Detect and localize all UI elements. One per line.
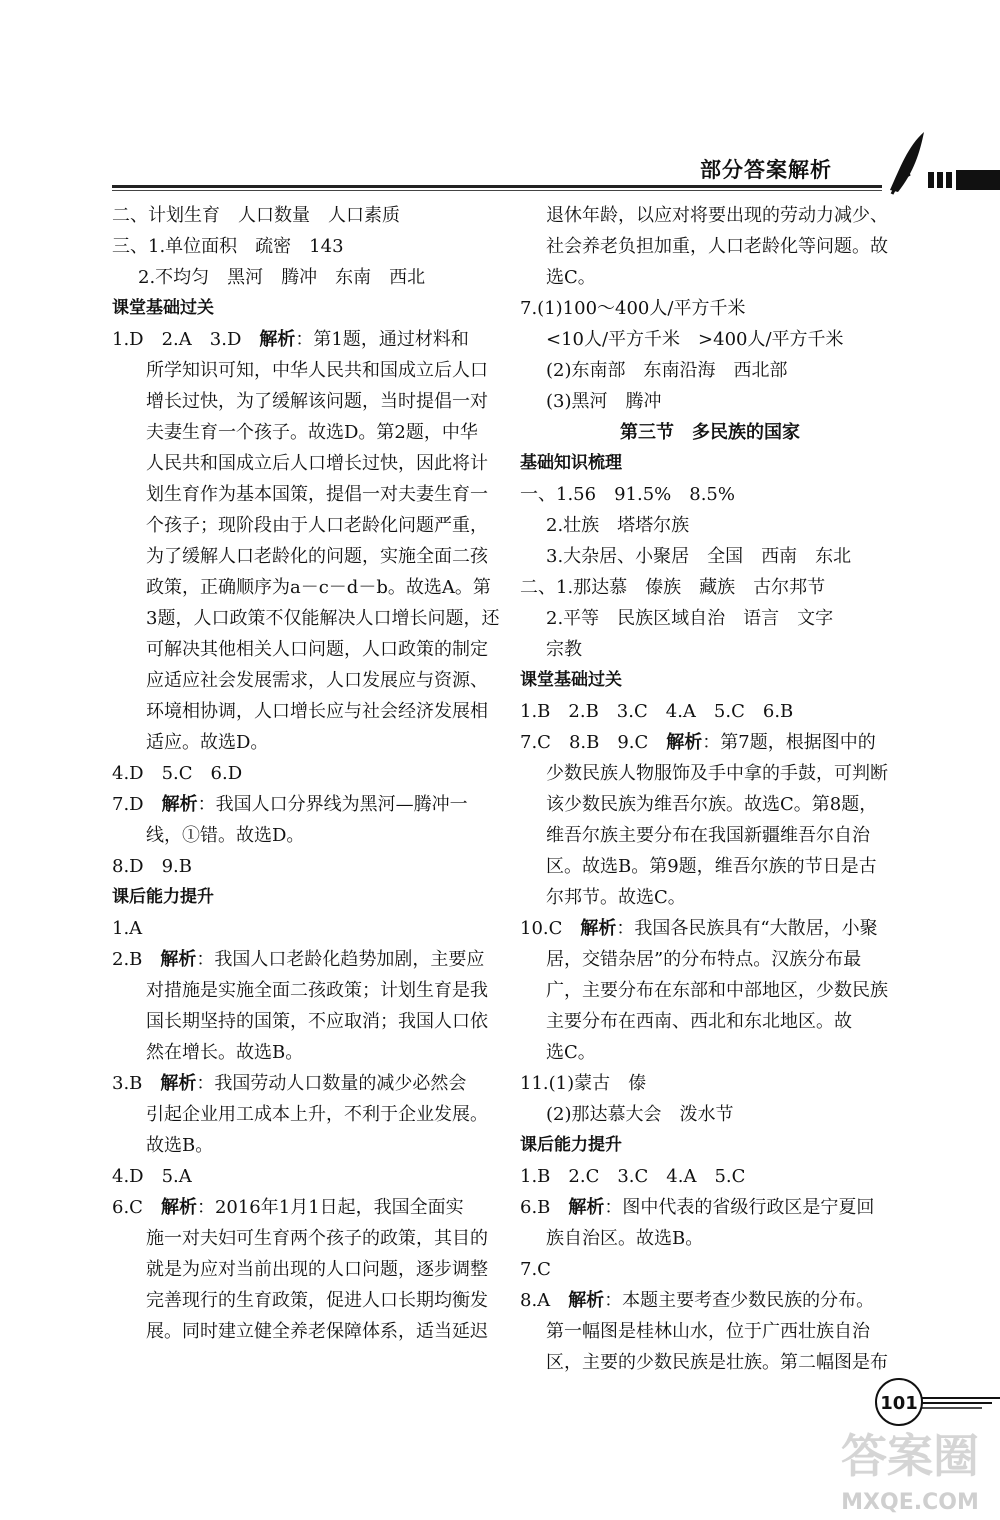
text-segment: 然在增长。故选B。 — [146, 1042, 304, 1063]
page-number: 101 — [875, 1378, 923, 1426]
text-segment: 4.D 5.A — [112, 1166, 192, 1187]
watermark-text: MXQE.COM — [841, 1490, 979, 1515]
text-segment: 划生育作为基本国策，提倡一对夫妻生育一 — [146, 484, 488, 505]
text-line — [112, 510, 500, 541]
text-segment: 6.C — [112, 1197, 161, 1218]
text-line — [520, 758, 900, 789]
text-line — [112, 448, 500, 479]
analysis-label: 解析 — [568, 1197, 605, 1218]
text-line — [112, 758, 500, 789]
page-header — [0, 0, 1000, 200]
text-line — [520, 1161, 900, 1192]
text-segment: 课堂基础过关 — [520, 670, 622, 690]
text-line — [112, 324, 500, 355]
text-segment: 可解决其他相关人口问题，人口政策的制定 — [146, 639, 488, 660]
text-line — [520, 1037, 900, 1068]
text-segment: 所学知识可知，中华人民共和国成立后人口 — [146, 360, 488, 381]
text-segment: 应适应社会发展需求，人口发展应与资源、 — [146, 670, 488, 691]
analysis-label: 解析 — [666, 732, 703, 753]
text-segment: 第三节 多民族的国家 — [620, 422, 800, 443]
text-segment: 4.D 5.C 6.D — [112, 763, 243, 784]
text-line — [112, 1006, 500, 1037]
text-segment: 该少数民族为维吾尔族。故选C。第8题， — [546, 794, 878, 815]
text-segment: 区。故选B。第9题，维吾尔族的节日是古 — [546, 856, 877, 877]
text-segment: 增长过快，为了缓解该问题，当时提倡一对 — [146, 391, 488, 412]
text-segment: 故选B。 — [146, 1135, 214, 1156]
left-column — [112, 200, 500, 1347]
text-segment: ：第7题，根据图中的 — [702, 732, 876, 753]
text-segment: 6.B — [520, 1197, 569, 1218]
text-segment: 个孩子；现阶段由于人口老龄化问题严重， — [146, 515, 488, 536]
section-heading — [520, 1130, 900, 1161]
text-line — [520, 386, 900, 417]
text-segment: (2)那达慕大会 泼水节 — [546, 1104, 734, 1125]
text-segment: 基础知识梳理 — [520, 453, 622, 473]
text-segment: 引起企业用工成本上升，不利于企业发展。 — [146, 1104, 488, 1125]
analysis-label: 解析 — [580, 918, 617, 939]
text-line — [112, 1223, 500, 1254]
text-line — [520, 1192, 900, 1223]
text-line — [112, 262, 500, 293]
text-line — [520, 572, 900, 603]
text-line — [520, 603, 900, 634]
text-line — [112, 1254, 500, 1285]
svg-text:答案圈: 答案圈 — [841, 1429, 979, 1483]
text-line — [112, 975, 500, 1006]
text-line — [520, 1316, 900, 1347]
text-line — [520, 1006, 900, 1037]
text-segment: 人民共和国成立后人口增长过快，因此将计 — [146, 453, 488, 474]
text-segment: 区，主要的少数民族是壮族。第二幅图是布 — [546, 1352, 888, 1373]
text-line — [112, 665, 500, 696]
text-segment: ：我国人口老龄化趋势加剧，主要应 — [196, 949, 485, 970]
text-line — [112, 1316, 500, 1347]
analysis-label: 解析 — [568, 1290, 605, 1311]
text-segment: 少数民族人物服饰及手中拿的手鼓，可判断 — [546, 763, 888, 784]
text-segment: 二、计划生育 人口数量 人口素质 — [112, 205, 400, 226]
text-segment: 施一对夫妇可生育两个孩子的政策，其目的 — [146, 1228, 488, 1249]
text-segment: 选C。 — [546, 1042, 596, 1063]
text-segment: 族自治区。故选B。 — [546, 1228, 704, 1249]
text-segment: (3)黑河 腾冲 — [546, 391, 662, 412]
text-segment: 环境相协调，人口增长应与社会经济发展相 — [146, 701, 488, 722]
text-segment: 社会养老负担加重，人口老龄化等问题。故 — [546, 236, 888, 257]
text-segment: 适应。故选D。 — [146, 732, 269, 753]
text-line — [112, 1099, 500, 1130]
text-segment: 8.D 9.B — [112, 856, 193, 877]
text-segment: 对措施是实施全面二孩政策；计划生育是我 — [146, 980, 488, 1001]
text-line — [520, 820, 900, 851]
text-segment: 2.平等 民族区域自治 语言 文字 — [546, 608, 834, 629]
text-segment: 11.(1)蒙古 傣 — [520, 1073, 647, 1094]
text-segment: 主要分布在西南、西北和东北地区。故 — [546, 1011, 852, 1032]
right-column — [520, 200, 900, 1378]
text-segment: 选C。 — [546, 267, 596, 288]
text-segment: ：本题主要考查少数民族的分布。 — [604, 1290, 875, 1311]
text-line — [520, 882, 900, 913]
text-line — [112, 727, 500, 758]
text-line — [520, 1099, 900, 1130]
text-line — [112, 479, 500, 510]
text-segment: 就是为应对当前出现的人口问题，逐步调整 — [146, 1259, 488, 1280]
analysis-label: 解析 — [259, 329, 296, 350]
page-number-arrow-icon — [922, 1388, 1000, 1416]
text-segment: 7.C 8.B 9.C — [520, 732, 667, 753]
text-line — [520, 696, 900, 727]
text-segment: 三、1.单位面积 疏密 143 — [112, 236, 344, 257]
text-segment: 3.大杂居、小聚居 全国 西南 东北 — [546, 546, 852, 567]
analysis-label: 解析 — [160, 1073, 197, 1094]
text-line — [520, 1068, 900, 1099]
text-line — [112, 820, 500, 851]
text-line — [112, 200, 500, 231]
text-segment: (2)东南部 东南沿海 西北部 — [546, 360, 788, 381]
watermark — [820, 1420, 1000, 1520]
text-line — [520, 851, 900, 882]
text-line — [112, 851, 500, 882]
text-line — [112, 386, 500, 417]
text-segment: 7.(1)100～400人/平方千米 — [520, 298, 746, 319]
text-line — [112, 541, 500, 572]
text-line — [112, 944, 500, 975]
text-line — [112, 1192, 500, 1223]
text-segment: 课后能力提升 — [112, 887, 214, 907]
text-line — [112, 1037, 500, 1068]
text-segment: 3.B — [112, 1073, 161, 1094]
text-line — [520, 789, 900, 820]
text-segment: 退休年龄，以应对将要出现的劳动力减少、 — [546, 205, 888, 226]
section-heading — [112, 882, 500, 913]
text-segment: 维吾尔族主要分布在我国新疆维吾尔自治 — [546, 825, 870, 846]
text-segment: 2.B — [112, 949, 161, 970]
text-segment: ：图中代表的省级行政区是宁夏回 — [604, 1197, 875, 1218]
text-line — [112, 913, 500, 944]
text-line — [520, 262, 900, 293]
analysis-label: 解析 — [161, 794, 198, 815]
text-line — [520, 355, 900, 386]
text-line — [112, 1068, 500, 1099]
text-line — [112, 696, 500, 727]
text-segment: 课后能力提升 — [520, 1135, 622, 1155]
text-line — [520, 1285, 900, 1316]
chapter-heading — [520, 417, 900, 448]
text-line — [520, 293, 900, 324]
text-line — [520, 541, 900, 572]
text-line — [112, 355, 500, 386]
text-segment: 居，交错杂居”的分布特点。汉族分布最 — [546, 949, 862, 970]
text-line — [520, 231, 900, 262]
text-segment: 3题，人口政策不仅能解决人口增长问题，还 — [146, 608, 500, 629]
text-line — [520, 975, 900, 1006]
text-segment: 线，①错。故选D。 — [146, 825, 305, 846]
analysis-label: 解析 — [160, 949, 197, 970]
section-heading — [520, 448, 900, 479]
text-segment: 宗教 — [546, 639, 582, 660]
text-segment: 课堂基础过关 — [112, 298, 214, 318]
header-rule — [112, 185, 882, 188]
section-heading — [520, 665, 900, 696]
text-segment: <10人/平方千米 >400人/平方千米 — [546, 329, 844, 350]
text-segment: 1.B 2.C 3.C 4.A 5.C — [520, 1166, 746, 1187]
text-line — [112, 1130, 500, 1161]
text-segment: 1.A — [112, 918, 143, 939]
quill-pen-icon — [880, 128, 1000, 198]
text-segment: 1.D 2.A 3.D — [112, 329, 260, 350]
text-line — [520, 727, 900, 758]
text-line — [520, 1223, 900, 1254]
text-segment: 国长期坚持的国策，不应取消；我国人口依 — [146, 1011, 488, 1032]
text-line — [520, 479, 900, 510]
text-segment: 政策，正确顺序为a－c－d－b。故选A。第 — [146, 577, 491, 598]
text-segment: 二、1.那达慕 傣族 藏族 古尔邦节 — [520, 577, 826, 598]
text-line — [520, 1254, 900, 1285]
text-line — [112, 417, 500, 448]
text-line — [112, 1161, 500, 1192]
text-segment: ：第1题，通过材料和 — [295, 329, 469, 350]
text-segment: ：2016年1月1日起，我国全面实 — [196, 1197, 464, 1218]
watermark-logo-icon — [820, 1420, 1000, 1490]
text-line — [112, 634, 500, 665]
text-segment: 第一幅图是桂林山水，位于广西壮族自治 — [546, 1321, 870, 1342]
text-line — [112, 1285, 500, 1316]
text-line — [112, 572, 500, 603]
section-heading — [112, 293, 500, 324]
text-segment: ：我国各民族具有“大散居，小聚 — [616, 918, 878, 939]
text-segment: 1.B 2.B 3.C 4.A 5.C 6.B — [520, 701, 794, 722]
text-segment: ：我国劳动人口数量的减少必然会 — [196, 1073, 467, 1094]
text-segment: 2.不均匀 黑河 腾冲 东南 西北 — [138, 267, 426, 288]
text-line — [520, 944, 900, 975]
text-segment: 广，主要分布在东部和中部地区，少数民族 — [546, 980, 888, 1001]
text-line — [112, 789, 500, 820]
text-segment: 完善现行的生育政策，促进人口长期均衡发 — [146, 1290, 488, 1311]
text-line — [112, 231, 500, 262]
text-segment: 为了缓解人口老龄化的问题，实施全面二孩 — [146, 546, 488, 567]
text-segment: 10.C — [520, 918, 581, 939]
text-segment: 8.A — [520, 1290, 569, 1311]
text-line — [520, 634, 900, 665]
text-line — [112, 603, 500, 634]
text-segment: 夫妻生育一个孩子。故选D。第2题，中华 — [146, 422, 478, 443]
text-segment: 7.D — [112, 794, 162, 815]
text-segment: 7.C — [520, 1259, 551, 1280]
header-title: 部分答案解析 — [700, 158, 832, 182]
text-line — [520, 1347, 900, 1378]
text-line — [520, 913, 900, 944]
text-line — [520, 510, 900, 541]
text-segment: 一、1.56 91.5% 8.5% — [520, 484, 735, 505]
text-line — [520, 324, 900, 355]
text-segment: 展。同时建立健全养老保障体系，适当延迟 — [146, 1321, 488, 1342]
text-line — [520, 200, 900, 231]
text-segment: ：我国人口分界线为黑河—腾冲一 — [197, 794, 468, 815]
header-rule-thin — [112, 190, 882, 191]
text-segment: 尔邦节。故选C。 — [546, 887, 686, 908]
analysis-label: 解析 — [160, 1197, 197, 1218]
text-segment: 2.壮族 塔塔尔族 — [546, 515, 690, 536]
